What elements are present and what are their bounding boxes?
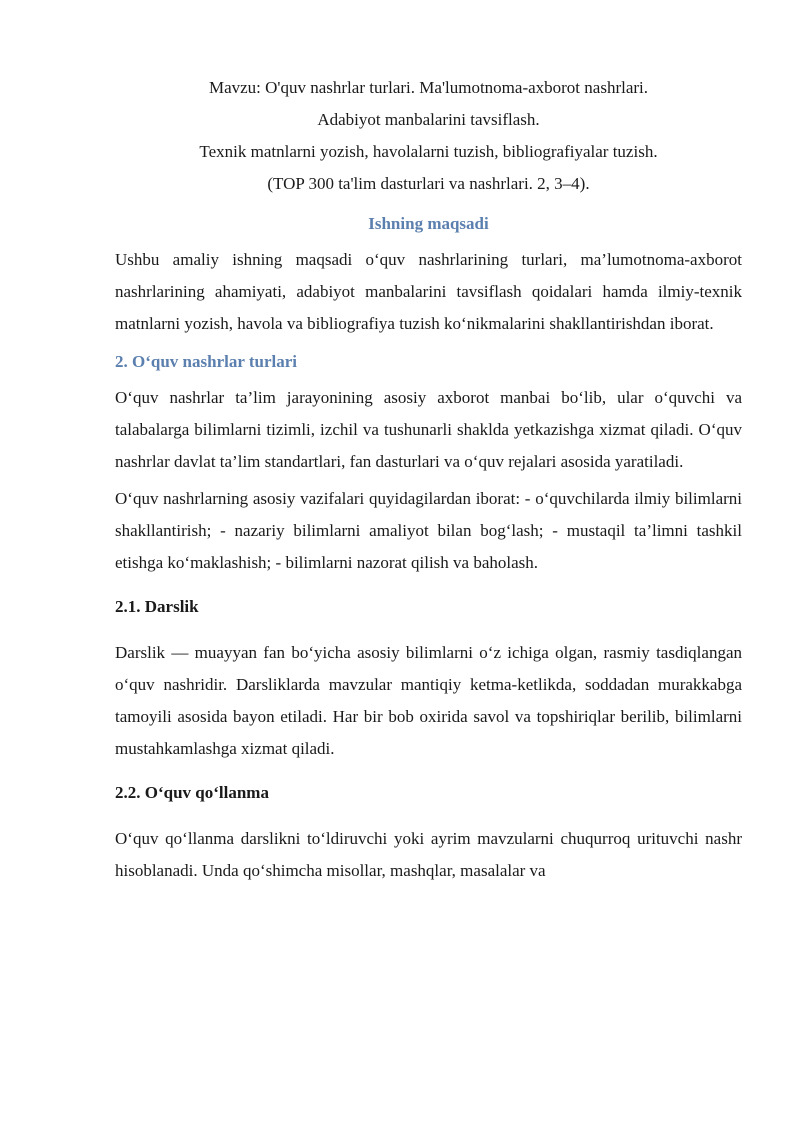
topic-line-4: (TOP 300 ta'lim dasturlari va nashrlari. 2, 3–4). xyxy=(267,174,590,193)
section-2-paragraph-2: O‘quv nashrlarning asosiy vazifalari quyidagilardan iborat: - o‘quvchilarda ilmiy bilimlarni shakllantirish; - nazariy bilimlarni amaliyot bilan bog‘lash; - mustaqil ta’limni tashkil etishga ko‘maklashish; - bilimlarni nazorat qilish va baholash. xyxy=(115,489,742,572)
section-2-heading: 2. O‘quv nashrlar turlari xyxy=(115,352,297,371)
topic-line-2: Adabiyot manbalarini tavsiflash. xyxy=(317,110,540,129)
section-2-1-paragraph: Darslik — muayyan fan bo‘yicha asosiy bilimlarni o‘z ichiga olgan, rasmiy tasdiqlangan o‘quv nashridir. Darsliklarda mavzular mantiqiy ketma-ketlikda, soddadan murakkabga tamoyili asosida bayon etiladi. Har bir bob oxirida savol va topshiriqlar berilib, bilimlarni mustahkamlashga xizmat qiladi. xyxy=(115,643,742,758)
goal-heading: Ishning maqsadi xyxy=(368,214,489,233)
topic-line-3: Texnik matnlarni yozish, havolalarni tuzish, bibliografiyalar tuzish. xyxy=(199,142,658,161)
document-page xyxy=(115,78,742,892)
section-2-1-heading: 2.1. Darslik xyxy=(115,597,199,616)
section-2-2-paragraph: O‘quv qo‘llanma darslikni to‘ldiruvchi yoki ayrim mavzularni chuqurroq urituvchi nashr hisoblanadi. Unda qo‘shimcha misollar, mashqlar, masalalar va xyxy=(115,829,742,880)
goal-paragraph: Ushbu amaliy ishning maqsadi o‘quv nashrlarining turlari, ma’lumotnoma-axborot nashrlarining ahamiyati, adabiyot manbalarini tavsiflash qoidalari hamda ilmiy-texnik matnlarni yozish, havola va bibliografiya tuzish ko‘nikmalarini shakllantirishdan iborat. xyxy=(115,250,742,333)
section-2-2-heading: 2.2. O‘quv qo‘llanma xyxy=(115,783,269,802)
section-2-paragraph-1: O‘quv nashrlar ta’lim jarayonining asosiy axborot manbai bo‘lib, ular o‘quvchi va talabalarga bilimlarni tizimli, izchil va tushunarli shaklda yetkazishga xizmat qiladi. O‘quv nashrlar davlat ta’lim standartlari, fan dasturlari va o‘quv rejalari asosida yaratiladi. xyxy=(115,388,742,471)
topic-line-1: Mavzu: O'quv nashrlar turlari. Ma'lumotnoma-axborot nashrlari. xyxy=(208,78,649,97)
